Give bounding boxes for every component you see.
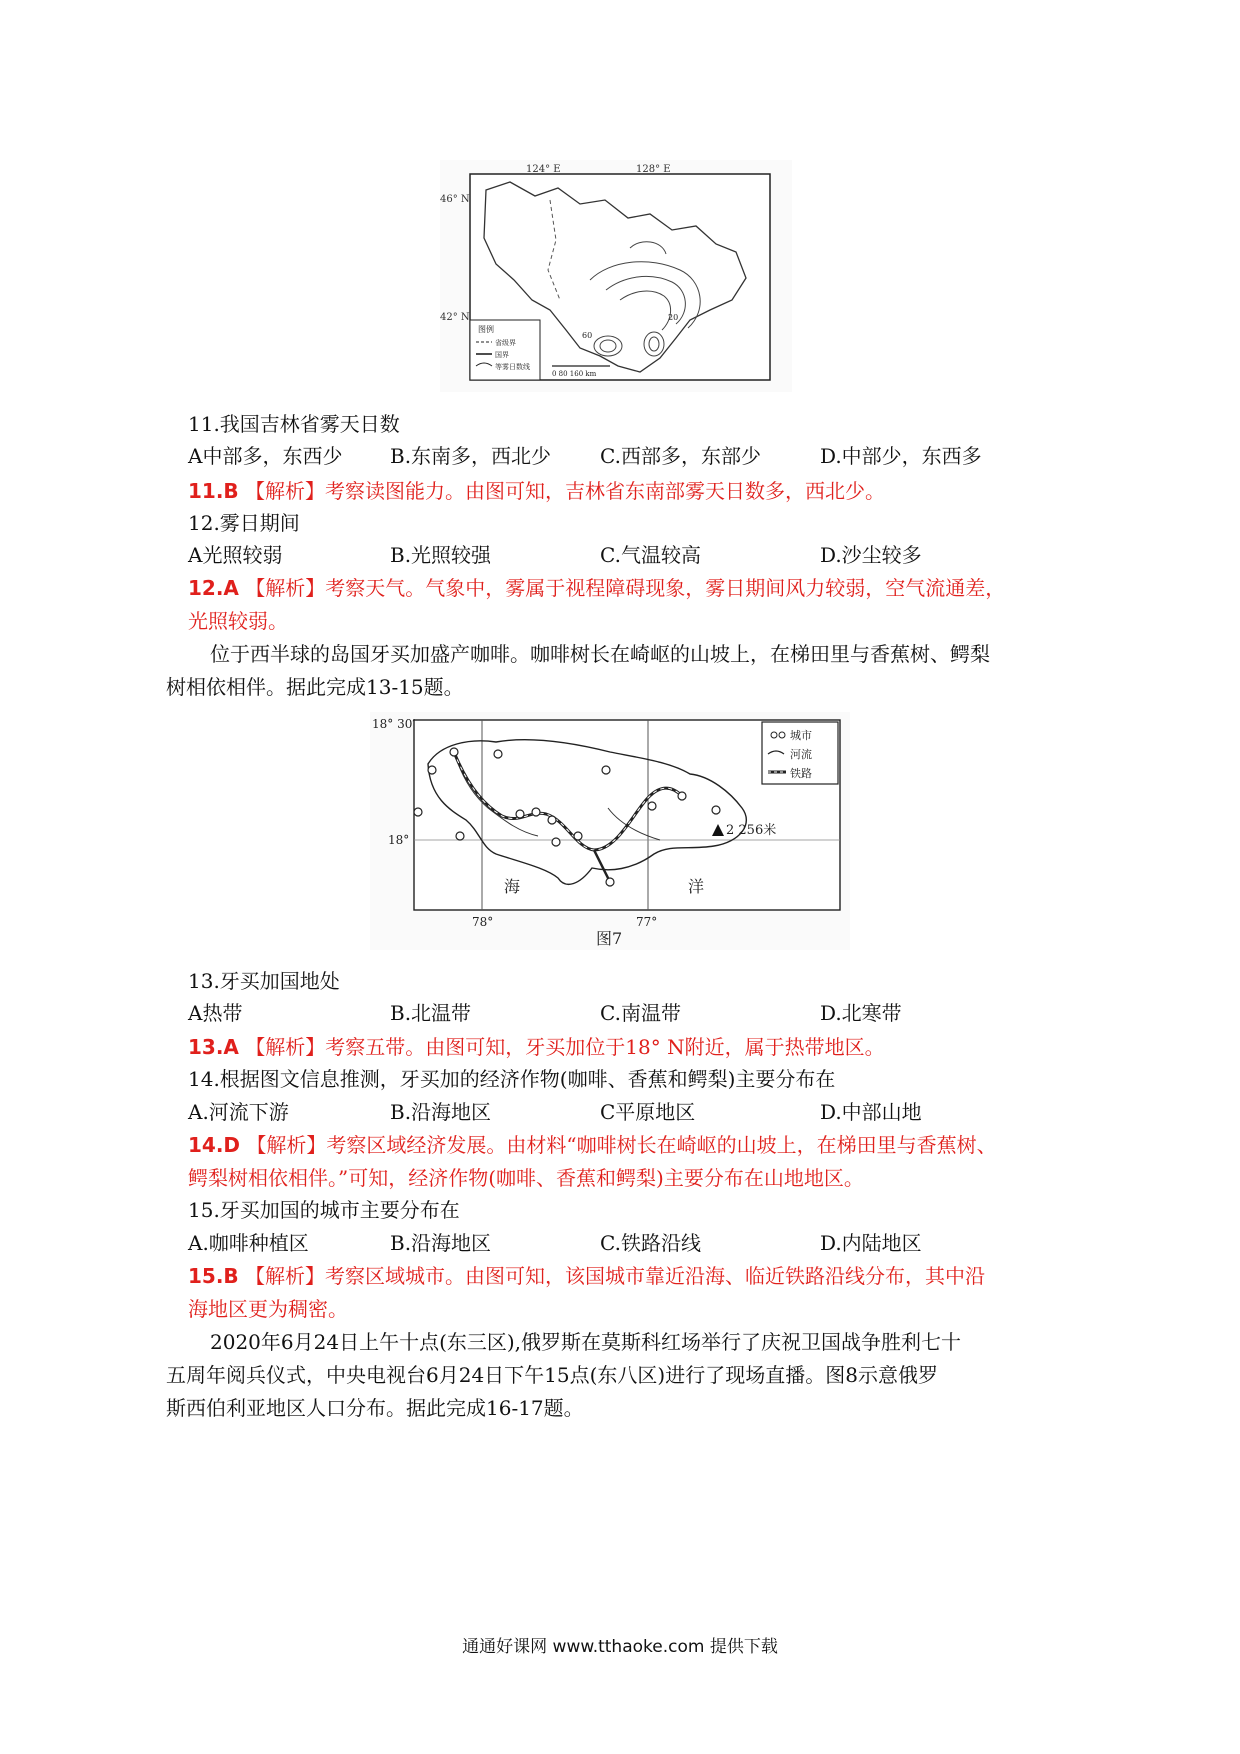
sea-label-hai: 海 (504, 877, 521, 896)
q15-option-c: C.铁路沿线 (600, 1231, 701, 1255)
q13-option-b: B.北温带 (390, 1001, 472, 1025)
question-15-options (188, 1230, 1088, 1256)
q11-answer-number: 11.B (188, 479, 239, 503)
russia-passage-line-3: 斯西伯利亚地区人口分布。据此完成16-17题。 (166, 1396, 584, 1420)
lon-label-128: 128° E (636, 164, 671, 175)
q14-answer-number: 14.D (188, 1133, 241, 1157)
lon-label-78: 78° (472, 915, 494, 929)
q12-option-a: A光照较弱 (188, 543, 283, 567)
q15-answer-explanation-2: 海地区更为稠密。 (188, 1297, 348, 1321)
q13-answer-number: 13.A (188, 1035, 239, 1059)
q12-option-b: B.光照较强 (390, 543, 492, 567)
question-13-answer (188, 1031, 1058, 1064)
question-12-options (188, 542, 1088, 568)
question-13-stem: 13.牙买加国地处 (188, 969, 340, 993)
jamaica-map-figure-7 (370, 712, 850, 950)
q14-answer-explanation-1: 【解析】考察区域经济发展。由材料“咖啡树长在崎岖的山坡上，在梯田里与香蕉树、 (246, 1133, 997, 1157)
question-12-answer (188, 572, 1058, 638)
question-13-options (188, 1000, 1088, 1026)
q11-option-a: A中部多，东西少 (188, 444, 343, 468)
question-14-answer (188, 1129, 1058, 1195)
figure-7-caption: 图7 (596, 929, 623, 948)
peak-elevation-label: 2 256米 (726, 823, 777, 838)
q12-option-c: C.气温较高 (600, 543, 701, 567)
question-14-stem: 14.根据图文信息推测，牙买加的经济作物(咖啡、香蕉和鳄梨)主要分布在 (188, 1067, 836, 1091)
q14-option-c: C平原地区 (600, 1100, 696, 1124)
q11-answer-explanation: 【解析】考察读图能力。由图可知，吉林省东南部雾天日数多，西北少。 (245, 479, 886, 503)
legend-title: 图例 (478, 325, 494, 334)
q15-answer-number: 15.B (188, 1264, 239, 1288)
q12-answer-explanation-1: 【解析】考察天气。气象中，雾属于视程障碍现象，雾日期间风力较弱，空气流通差， (245, 576, 1006, 600)
q14-option-d: D.中部山地 (820, 1100, 922, 1124)
lat-label-42: 42° N (440, 312, 470, 323)
q15-option-a: A.咖啡种植区 (188, 1231, 309, 1255)
lat-label-18: 18° (388, 833, 410, 847)
russia-passage (166, 1326, 1054, 1425)
legend-item-province: 省级界 (495, 339, 516, 347)
lat-label-18-30: 18° 30′ (372, 717, 416, 731)
russia-passage-line-1: 2020年6月24日上午十点(东三区),俄罗斯在莫斯科红场举行了庆祝卫国战争胜利七十 (210, 1330, 962, 1354)
q12-answer-number: 12.A (188, 576, 239, 600)
q15-option-b: B.沿海地区 (390, 1231, 492, 1255)
legend-item-city: 城市 (790, 729, 812, 742)
question-15-stem: 15.牙买加国的城市主要分布在 (188, 1198, 460, 1222)
q14-option-b: B.沿海地区 (390, 1100, 492, 1124)
q15-answer-explanation-1: 【解析】考察区域城市。由图可知，该国城市靠近沿海、临近铁路沿线分布，其中沿 (245, 1264, 986, 1288)
contour-label-20: 20 (668, 313, 679, 322)
q13-option-c: C.南温带 (600, 1001, 681, 1025)
jamaica-passage (166, 638, 1054, 704)
q14-answer-explanation-2: 鳄梨树相依相伴。”可知，经济作物(咖啡、香蕉和鳄梨)主要分布在山地地区。 (188, 1166, 864, 1190)
legend-item-border: 国界 (495, 351, 509, 359)
legend-item-railway: 铁路 (790, 767, 812, 780)
map-scale: 0 80 160 km (552, 370, 597, 378)
page-footer: 通通好课网 www.tthaoke.com 提供下载 (462, 1637, 778, 1657)
question-11-options (188, 443, 1088, 469)
q14-option-a: A.河流下游 (188, 1100, 289, 1124)
lat-label-46: 46° N (440, 194, 470, 205)
legend-item-contour: 等雾日数线 (495, 363, 530, 371)
question-11-answer (188, 475, 1058, 508)
q13-answer-explanation: 【解析】考察五带。由图可知，牙买加位于18° N附近，属于热带地区。 (245, 1035, 885, 1059)
contour-label-60: 60 (582, 331, 593, 340)
question-11-stem: 11.我国吉林省雾天日数 (188, 412, 400, 436)
q12-answer-explanation-2: 光照较弱。 (188, 609, 288, 633)
jamaica-passage-line-1: 位于西半球的岛国牙买加盛产咖啡。咖啡树长在崎岖的山坡上，在梯田里与香蕉树、鳄梨 (210, 642, 990, 666)
jilin-fog-map (440, 160, 792, 392)
lon-label-124: 124° E (526, 164, 561, 175)
question-12-stem: 12.雾日期间 (188, 511, 300, 535)
q13-option-d: D.北寒带 (820, 1001, 902, 1025)
q13-option-a: A热带 (188, 1001, 243, 1025)
q11-option-b: B.东南多，西北少 (390, 444, 552, 468)
russia-passage-line-2: 五周年阅兵仪式，中央电视台6月24日下午15点(东八区)进行了现场直播。图8示意俄罗 (166, 1363, 938, 1387)
q11-option-c: C.西部多，东部少 (600, 444, 761, 468)
sea-label-yang: 洋 (688, 877, 705, 896)
q15-option-d: D.内陆地区 (820, 1231, 922, 1255)
legend-item-river: 河流 (790, 748, 812, 761)
question-15-answer (188, 1260, 1058, 1326)
q12-option-d: D.沙尘较多 (820, 543, 922, 567)
lon-label-77: 77° (636, 915, 658, 929)
jamaica-passage-line-2: 树相依相伴。据此完成13-15题。 (166, 675, 464, 699)
q11-option-d: D.中部少，东西多 (820, 444, 982, 468)
question-14-options (188, 1099, 1088, 1125)
